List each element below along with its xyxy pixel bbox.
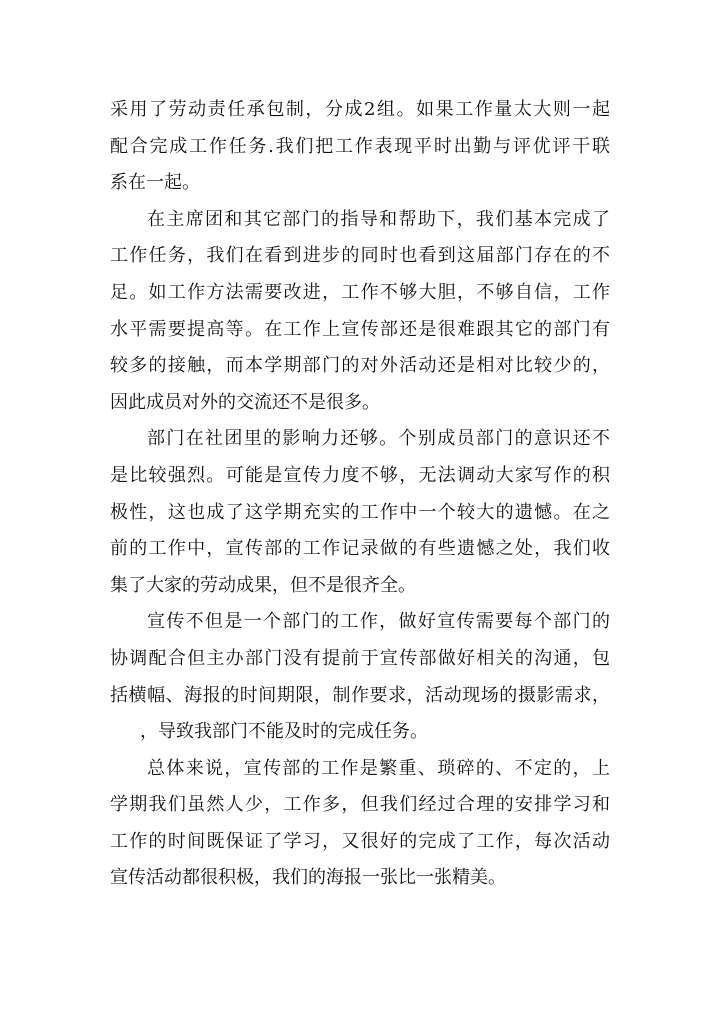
text-line: 工作任务，我们在看到进步的同时也看到这届部门存在的不 — [110, 245, 610, 267]
paragraph-1 — [110, 92, 610, 202]
text-line: 配合完成工作任务.我们把工作表现平时出勤与评优评干联 — [110, 135, 610, 157]
text-line: 因此成员对外的交流还不是很多。 — [110, 391, 380, 413]
text-line: 协调配合但主办部门没有提前于宣传部做好相关的沟通，包 — [110, 647, 610, 669]
text-line: 集了大家的劳动成果，但不是很齐全。 — [110, 574, 416, 596]
text-line: 系在一起。 — [110, 172, 200, 194]
text-line: 是比较强烈。可能是宣传力度不够，无法调动大家写作的积 — [110, 464, 610, 486]
document-body — [110, 92, 610, 897]
text-line: 在主席团和其它部门的指导和帮助下，我们基本完成了 — [147, 208, 610, 230]
text-line: 总体来说，宣传部的工作是繁重、琐碎的、不定的，上 — [147, 757, 610, 779]
text-line: 宣传不但是一个部门的工作，做好宣传需要每个部门的 — [147, 611, 610, 633]
text-line: 水平需要提高等。在工作上宣传部还是很难跟其它的部门有 — [110, 318, 610, 340]
text-line: 前的工作中，宣传部的工作记录做的有些遗憾之处，我们收 — [110, 538, 610, 560]
paragraph-2 — [110, 202, 610, 422]
text-line: 宣传活动都很积极，我们的海报一张比一张精美。 — [110, 867, 506, 889]
text-line: 较多的接触，而本学期部门的对外活动还是相对比较少的， — [110, 355, 610, 377]
paragraph-4 — [110, 604, 610, 750]
text-line: 学期我们虽然人少，工作多，但我们经过合理的安排学习和 — [110, 794, 610, 816]
text-line: 部门在社团里的影响力还够。个别成员部门的意识还不 — [147, 428, 610, 450]
text-line: 极性，这也成了这学期充实的工作中一个较大的遗憾。在之 — [110, 501, 610, 523]
text-line: 足。如工作方法需要改进，工作不够大胆，不够自信，工作 — [110, 281, 610, 303]
text-line: ，导致我部门不能及时的完成任务。 — [140, 721, 428, 743]
text-line: 工作的时间既保证了学习，又很好的完成了工作，每次活动 — [110, 830, 610, 852]
paragraph-3 — [110, 421, 610, 604]
text-line: 采用了劳动责任承包制，分成2组。如果工作量太大则一起 — [110, 99, 610, 120]
paragraph-5 — [110, 751, 610, 897]
text-line: 括横幅、海报的时间期限，制作要求，活动现场的摄影需求， — [110, 684, 610, 706]
